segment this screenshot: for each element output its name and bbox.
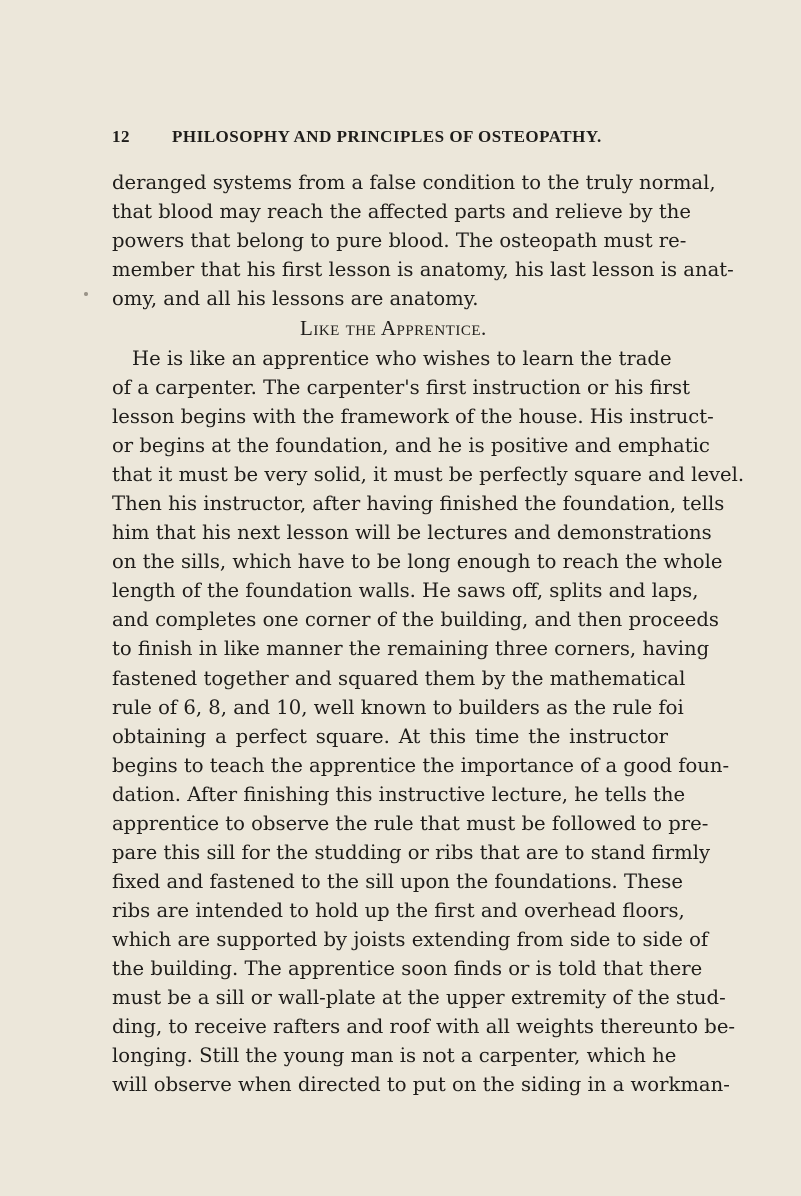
text-line: him that his next lesson will be lectures and demonstrations <box>112 521 712 545</box>
text-line: ding, to receive rafters and roof with all weights thereunto be- <box>112 1015 736 1039</box>
section-heading: Like the Apprentice. <box>300 316 487 340</box>
text-line: of a carpenter. The carpenter's first instruction or his first <box>112 376 690 400</box>
text-line: rule of 6, 8, and 10, well known to builders as the rule foi <box>112 695 684 719</box>
main-paragraph <box>112 344 745 1099</box>
text-line: Then his instructor, after having finished the foundation, tells <box>112 492 725 516</box>
text-line: member that his first lesson is anatomy, his last lesson is anat- <box>112 258 734 282</box>
text-line: to finish in like manner the remaining three corners, having <box>112 637 710 661</box>
text-line: ribs are intended to hold up the first and overhead floors, <box>112 898 685 922</box>
text-line: omy, and all his lessons are anatomy. <box>112 287 479 311</box>
text-line: begins to teach the apprentice the importance of a good foun- <box>112 753 730 777</box>
text-line: apprentice to observe the rule that must be followed to pre- <box>112 811 709 835</box>
text-line: must be a sill or wall-plate at the upper extremity of the stud- <box>112 986 726 1010</box>
intro-paragraph <box>112 168 734 313</box>
text-line: pare this sill for the studding or ribs that are to stand firmly <box>112 840 711 864</box>
text-line: length of the foundation walls. He saws off, splits and laps, <box>112 579 699 603</box>
text-line: fixed and fastened to the sill upon the foundations. These <box>112 869 683 893</box>
page-number: 12 <box>112 127 130 146</box>
text-line: or begins at the foundation, and he is positive and emphatic <box>112 434 710 458</box>
text-line: on the sills, which have to be long enough to reach the whole <box>112 550 723 574</box>
text-line: which are supported by joists extending from side to side of <box>112 927 709 951</box>
text-line: deranged systems from a false condition to the truly normal, <box>112 171 716 194</box>
text-line: powers that belong to pure blood. The osteopath must re- <box>112 229 687 253</box>
paper-speck <box>84 292 88 296</box>
text-line: fastened together and squared them by the mathematical <box>112 666 686 690</box>
running-head <box>112 127 672 151</box>
text-line: dation. After finishing this instructive lecture, he tells the <box>112 782 686 806</box>
text-line: obtaining a perfect square. At this time the instructor <box>112 724 668 748</box>
text-line: that it must be very solid, it must be perfectly square and level. <box>112 463 745 487</box>
text-line: lesson begins with the framework of the house. His instruct- <box>112 405 714 429</box>
text-line: will observe when directed to put on the siding in a workman- <box>112 1073 730 1097</box>
running-title: PHILOSOPHY AND PRINCIPLES OF OSTEOPATHY. <box>172 127 602 146</box>
text-line: He is like an apprentice who wishes to learn the trade <box>132 347 672 370</box>
text-line: and completes one corner of the building, and then proceeds <box>112 608 719 632</box>
text-line: that blood may reach the affected parts and relieve by the <box>112 200 691 224</box>
text-line: the building. The apprentice soon finds or is told that there <box>112 956 703 980</box>
text-line: longing. Still the young man is not a carpenter, which he <box>112 1044 677 1068</box>
